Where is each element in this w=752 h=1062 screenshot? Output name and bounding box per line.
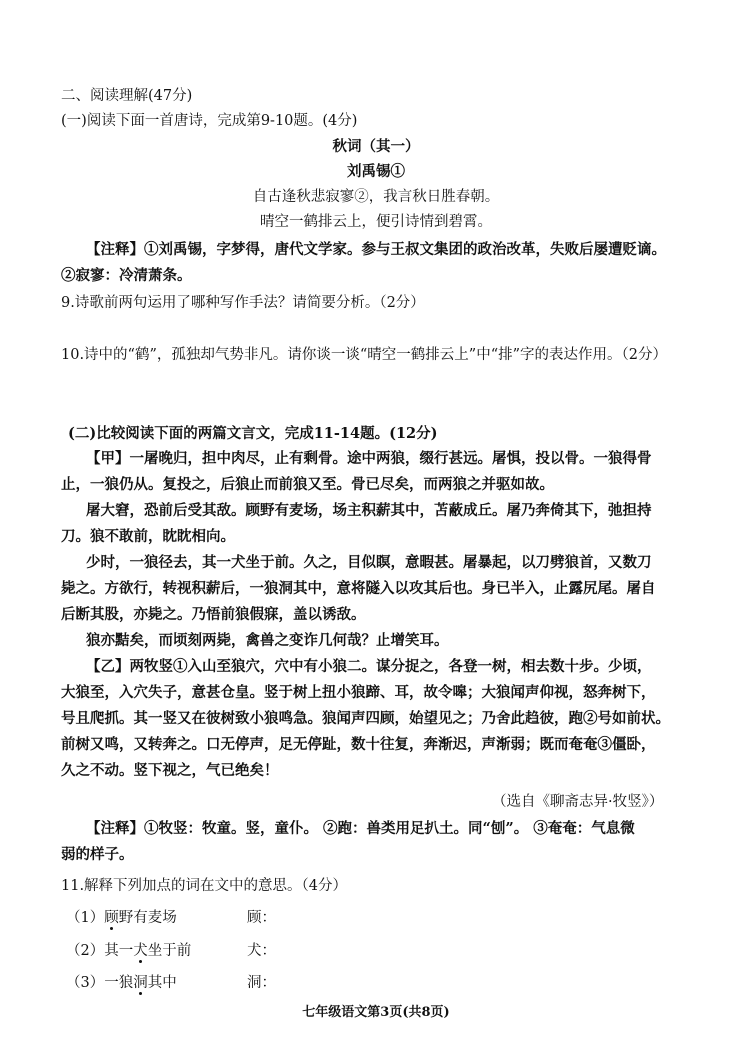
passage-note-line-2: 弱的样子。 (61, 846, 134, 863)
item-phrase: 顾野有麦场 (104, 910, 177, 926)
passage-jia-line: 毙之。方欲行，转视积薪后，一狼洞其中，意将隧入以攻其后也。身已半入，止露尻尾。屠自 (61, 580, 656, 597)
dotted-word: 洞 (133, 975, 148, 991)
poem-line-1: 自古逢秋悲寂寥②，我言秋日胜春朝。 (252, 189, 500, 205)
answer-label: 顾： (247, 910, 276, 926)
question-11-item (66, 941, 191, 961)
question-9: 9.诗歌前两句运用了哪种写作手法？请简要分析。（2分） (61, 295, 425, 311)
passage-note-line-1: 【注释】①牧竖：牧童。竖，童仆。 ②跑：兽类用足扒土。同“刨”。 ③奄奄：气息微 (86, 820, 635, 837)
passage-yi-line: 久之不动。竖下视之，气已绝矣！ (61, 762, 279, 779)
answer-label: 洞： (247, 975, 276, 991)
passage-jia-line: 【甲】一屠晚归，担中肉尽，止有剩骨。途中两狼，缀行甚远。屠惧，投以骨。一狼得骨 (86, 450, 652, 467)
item-number: （2） (66, 943, 105, 959)
question-10: 10.诗中的“鹤”，孤独却气势非凡。请你谈一谈“晴空一鹤排云上”中“排”字的表达作用。（2分） (61, 347, 668, 363)
passage-jia-line: 少时，一狼径去，其一犬坐于前。久之，目似瞑，意暇甚。屠暴起，以刀劈狼首，又数刀 (86, 554, 652, 571)
dotted-word: 顾 (104, 910, 119, 926)
passage-jia-line: 止，一狼仍从。复投之，后狼止而前狼又至。骨已尽矣，而两狼之并驱如故。 (61, 476, 554, 493)
passage-jia-line: 刀。狼不敢前，眈眈相向。 (61, 528, 235, 545)
poem-note-line-1: 【注释】①刘禹锡，字梦得，唐代文学家。参与王叔文集团的政治改革，失败后屡遭贬谪。 (86, 241, 666, 258)
part2-heading: (二)比较阅读下面的两篇文言文，完成11-14题。(12分) (68, 425, 438, 442)
section-title: 二、阅读理解(47分) (61, 88, 193, 104)
answer-label: 犬： (247, 943, 276, 959)
item-number: （3） (66, 975, 105, 991)
passage-jia-line: 狼亦黠矣，而顷刻两毙，禽兽之变诈几何哉？止增笑耳。 (86, 632, 449, 649)
passage-yi-line: 【乙】两牧竖①入山至狼穴，穴中有小狼二。谋分捉之，各登一树，相去数十步。少顷， (86, 658, 652, 675)
item-phrase: 一狼洞其中 (104, 975, 177, 991)
question-11: 11.解释下列加点的词在文中的意思。（4分） (61, 878, 348, 894)
passage-jia-line: 后断其股，亦毙之。乃悟前狼假寐，盖以诱敌。 (61, 606, 366, 623)
part1-heading: (一)阅读下面一首唐诗，完成第9-10题。(4分) (61, 113, 358, 129)
question-11-item (66, 908, 177, 928)
poem-line-2: 晴空一鹤排云上，便引诗情到碧霄。 (260, 214, 492, 230)
item-number: （1） (66, 910, 105, 926)
passage-yi-line: 号且爬抓。其一竖又在彼树致小狼鸣急。狼闻声四顾，始望见之；乃舍此趋彼，跑②号如前状。 (61, 710, 670, 727)
passage-yi-line: 大狼至，入穴失子，意甚仓皇。竖于树上扭小狼蹄、耳，故令嗥；大狼闻声仰视，怒奔树下， (61, 684, 656, 701)
poem-author: 刘禹锡① (347, 163, 405, 180)
passage-source: （选自《聊斋志异·牧竖》） (492, 794, 664, 810)
passage-yi-line: 前树又鸣，又转奔之。口无停声，足无停趾，数十往复，奔渐迟，声渐弱；既而奄奄③僵卧， (61, 736, 656, 753)
poem-title: 秋词（其一） (332, 138, 420, 155)
question-11-item (66, 973, 177, 993)
item-phrase: 其一犬坐于前 (104, 943, 192, 959)
passage-jia-line: 屠大窘，恐前后受其敌。顾野有麦场，场主积薪其中，苫蔽成丘。屠乃奔倚其下，弛担持 (86, 502, 652, 519)
page-footer: 七年级语文第3页(共8页) (302, 1005, 450, 1020)
dotted-word: 犬 (133, 943, 148, 959)
poem-note-line-2: ②寂寥：冷清萧条。 (61, 267, 192, 284)
